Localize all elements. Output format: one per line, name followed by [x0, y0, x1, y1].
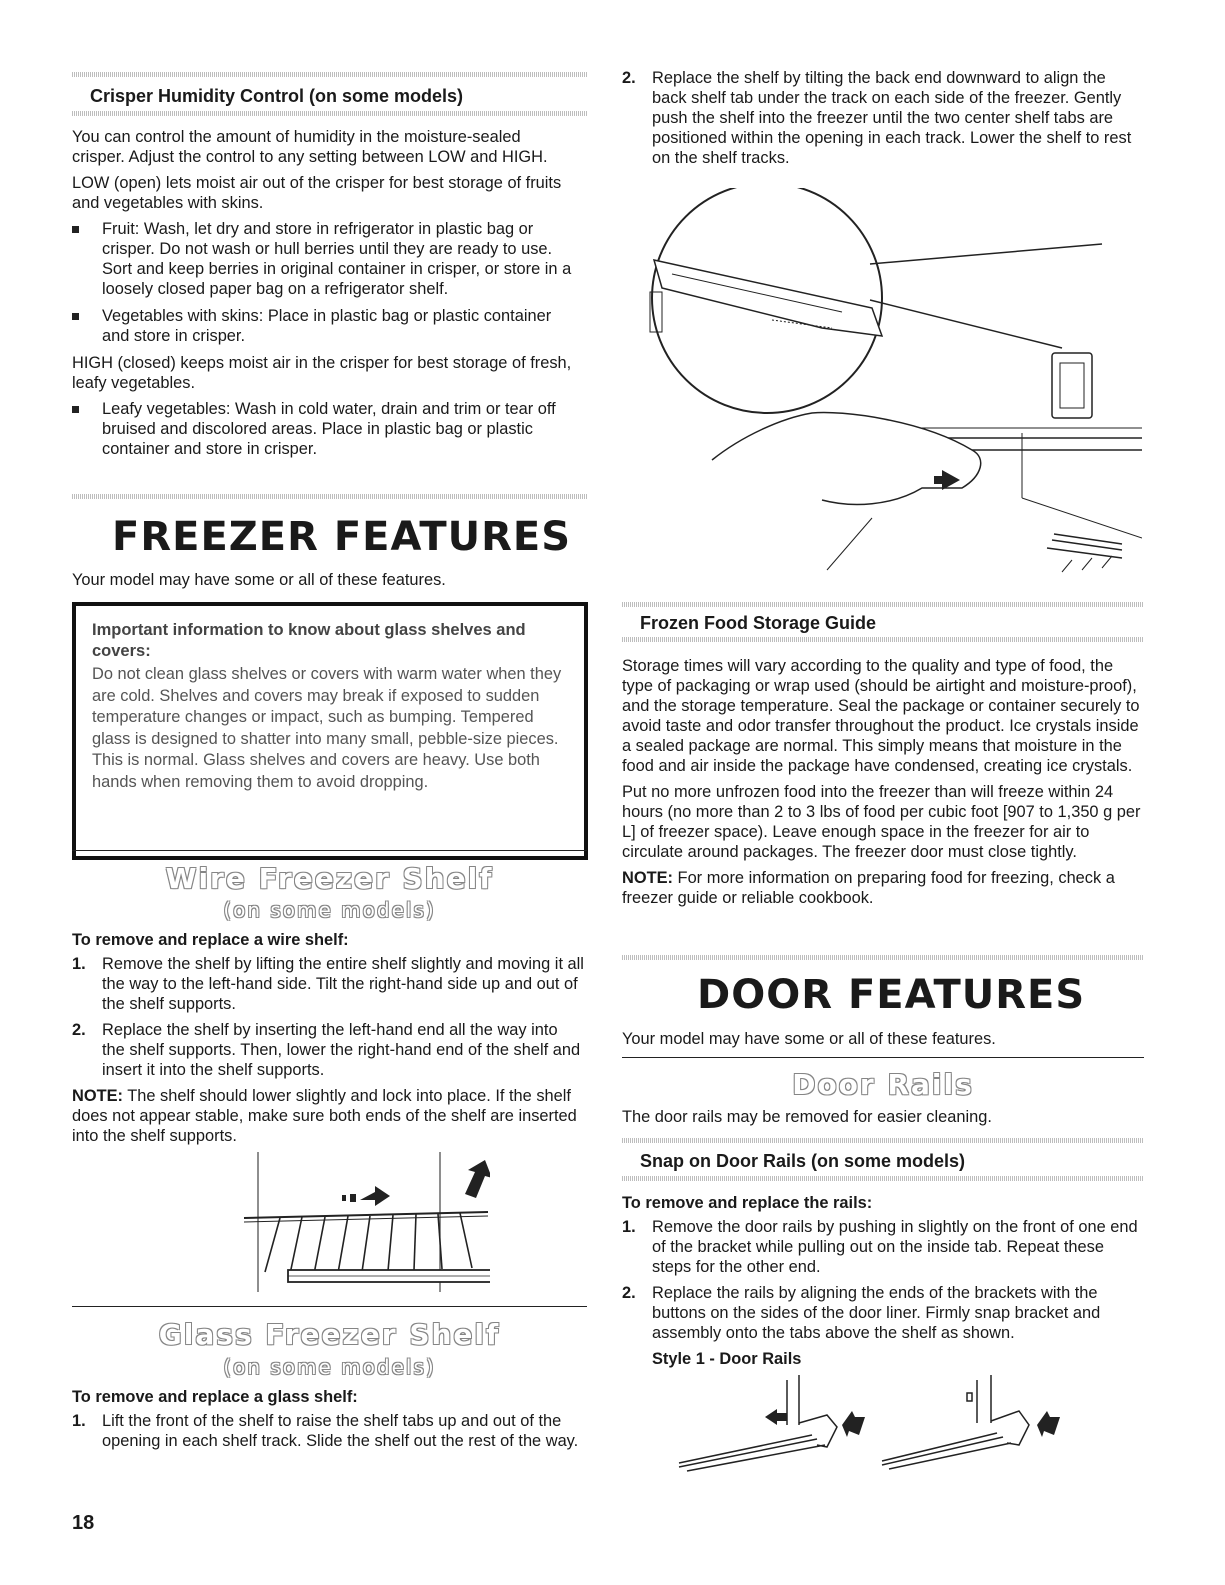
crisper-title: Crisper Humidity Control (on some models) — [90, 86, 464, 106]
wire-steps — [72, 954, 584, 1080]
wire-shelf-title: Wire Freezer Shelf — [165, 862, 494, 895]
section-rule — [622, 602, 1144, 607]
divider — [72, 850, 587, 851]
crisper-high-list — [72, 399, 577, 459]
snap-steps — [622, 1217, 1144, 1343]
list-item: 2. Replace the rails by aligning the ends of the brackets with the buttons on the sides of the door liner. Firmly snap bracket and assembly onto the tabs above the shelf as shown. — [622, 1284, 1101, 1342]
section-rule — [72, 72, 587, 77]
crisper-body — [72, 127, 577, 466]
frozen-note: NOTE: For more information on preparing food for freezing, check a freezer guide or reliable cookbook. — [622, 869, 1115, 907]
door-rails-illustration — [677, 1375, 1097, 1475]
freezer-heading: FREEZER FEATURES — [112, 514, 572, 560]
notice-text: Do not clean glass shelves or covers with warm water when they are cold. Shelves and covers may break if exposed to sudden temperature changes or impact, such as bumping. Tempered glass is designed to shatter into many small, pebble-size pieces. This is normal. Glass shelves and covers are heavy. Use both hands when removing them to avoid dropping. — [92, 665, 562, 791]
door-heading: DOOR FEATURES — [697, 972, 1086, 1018]
list-item: Vegetables with skins: Place in plastic bag or plastic container and store in crisper. — [72, 306, 577, 346]
snap-title: Snap on Door Rails (on some models) — [640, 1151, 966, 1171]
glass-shelf-body — [72, 1387, 584, 1457]
list-item: 2. Replace the shelf by inserting the left-hand end all the way into the shelf supports. Then, lower the right-hand end of the shelf and insert it into the shelf supports. — [72, 1021, 581, 1079]
glass-steps-part2 — [622, 68, 1142, 174]
glass-shelf-illustration — [642, 188, 1142, 583]
wire-note: NOTE: The shelf should lower slightly and lock into place. If the shelf does not appear stable, make sure both ends of the shelf are inserted into the shelf supports. — [72, 1087, 577, 1145]
crisper-intro: You can control the amount of humidity in the moisture-sealed crisper. Adjust the control to any setting between LOW and HIGH. — [72, 128, 548, 166]
frozen-para1: Storage times will vary according to the quality and type of food, the type of packaging or wrap used (should be airtight and moisture-proof), and the storage temperature. Seal the package or container securely to avoid taste and odor transfer throughout the product. Ice crystals inside a sealed package are normal. This simply means that moisture in the food and air inside the package have condensed, creating ice crystals. — [622, 657, 1140, 775]
divider — [72, 1306, 587, 1307]
section-rule — [622, 1176, 1144, 1181]
snap-body — [622, 1193, 1144, 1369]
frozen-body — [622, 656, 1144, 908]
section-rule — [622, 1138, 1144, 1143]
glass-shelf-title: Glass Freezer Shelf — [158, 1318, 501, 1351]
glass-instr: To remove and replace a glass shelf: — [72, 1388, 358, 1406]
door-subheading: Your model may have some or all of these features. — [622, 1030, 996, 1048]
wire-shelf-body — [72, 930, 584, 1146]
list-item: 2. Replace the shelf by tilting the back end downward to align the back shelf tab under the track on each side of the freezer. Gently push the shelf into the freezer until the two center shelf tabs are positioned within the opening in each track. Lower the shelf to rest on the shelf tracks. — [622, 69, 1132, 167]
wire-shelf-illustration — [210, 1152, 490, 1292]
list-item: 1. Remove the door rails by pushing in slightly on the front of one end of the bracket while pulling out on the inside tab. Repeat these steps for the other end. — [622, 1218, 1138, 1276]
divider — [622, 1057, 1144, 1058]
door-rails-title: Door Rails — [792, 1068, 974, 1101]
wire-shelf-subtitle: (on some models) — [223, 898, 436, 922]
crisper-low: LOW (open) lets moist air out of the crisper for best storage of fruits and vegetables with skins. — [72, 174, 562, 212]
wire-instr: To remove and replace a wire shelf: — [72, 931, 349, 949]
style-label: Style 1 - Door Rails — [652, 1350, 802, 1368]
list-item: Leafy vegetables: Wash in cold water, drain and trim or tear off bruised and discolored areas. Place in plastic bag or plastic container and store in crisper. — [72, 399, 577, 459]
crisper-high: HIGH (closed) keeps moist air in the crisper for best storage of fresh, leafy vegetables. — [72, 354, 572, 392]
list-item: 1. Lift the front of the shelf to raise the shelf tabs up and out of the opening in each shelf track. Slide the shelf out the rest of the way. — [72, 1412, 579, 1450]
crisper-low-list — [72, 219, 577, 346]
frozen-para2: Put no more unfrozen food into the freezer than will freeze within 24 hours (no more than 2 to 3 lbs of food per cubic foot [907 to 1,350 g per L] of freezer space). Leave enough space in the freezer for air to circulate around packages. The freezer door must close tightly. — [622, 783, 1141, 861]
section-rule — [72, 494, 587, 499]
glass-notice-box — [72, 602, 588, 860]
glass-steps-part1 — [72, 1411, 584, 1451]
section-rule — [622, 637, 1144, 642]
list-item: 1. Remove the shelf by lifting the entire shelf slightly and moving it all the way to the left-hand side. Tilt the right-hand side up and out of the shelf supports. — [72, 955, 584, 1013]
frozen-title: Frozen Food Storage Guide — [640, 613, 877, 633]
notice-title: Important information to know about glass shelves and covers: — [92, 621, 526, 660]
list-item: Fruit: Wash, let dry and store in refrigerator in plastic bag or crisper. Do not wash or hull berries until they are ready to use. Sort and keep berries in original container in crisper, or store in a loosely closed paper bag on a refrigerator shelf. — [72, 219, 577, 299]
section-rule — [72, 111, 587, 116]
glass-shelf-subtitle: (on some models) — [223, 1355, 436, 1379]
section-rule — [622, 955, 1144, 960]
door-rails-text: The door rails may be removed for easier cleaning. — [622, 1108, 992, 1126]
page-number: 18 — [72, 1512, 95, 1534]
freezer-subheading: Your model may have some or all of these features. — [72, 571, 446, 589]
snap-instr: To remove and replace the rails: — [622, 1194, 873, 1212]
